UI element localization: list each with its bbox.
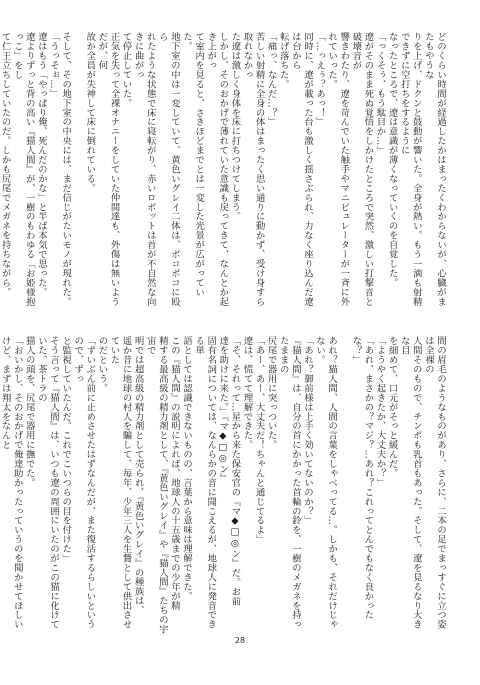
- text-line: れたような状態で床に寝転がり、赤いロボットは首が不自然な向きに曲がっ: [132, 32, 156, 307]
- text-line: 地下室の中は一変していて、黄色いグレイ二体は、ボコボコに殴ら: [156, 32, 180, 307]
- text-line: 間の眉毛のようなものがあり、さらに、二本の足でまっすぐに立つ姿は全裸の: [422, 336, 446, 629]
- text-line: て停止していた。: [120, 32, 132, 108]
- text-line: を細めて、口元がそっと緩んだ。: [386, 336, 398, 478]
- text-line: 固有名詞については、なんらかの音に聞こえるが、地球人に発音できる単: [193, 336, 217, 629]
- text-line: 苦しい射精に全身の体はまったく思い通りに動かず、受け身すら取れなかっ: [241, 32, 265, 307]
- text-line: なったところで、遼は意識が薄くなっていくのを自覚した。: [386, 32, 398, 288]
- text-line: 「あれ、まさかの？マジ？…あれ？これってとんでもなく良かったな？」: [350, 336, 374, 620]
- text-line: 遼は、慌てて理解できた。: [241, 336, 253, 450]
- text-line: 「あれ？御前様は上手く効いてないのか？」: [301, 336, 313, 525]
- lower-text-block: [0, 336, 446, 636]
- text-line: 「ようやく起きたか、大丈夫か？」: [374, 336, 386, 488]
- text-line: あれ？猫人間、人間の言葉をしゃべってる…。しかも、それだけじゃない。: [314, 336, 338, 629]
- text-line: 猫人の頭を、尻尾で器用に撫でた。: [23, 336, 35, 488]
- text-line: 遥か昔に地球の村人を騙して、毎年、少年三人を生贄として供出させていた: [108, 336, 132, 629]
- text-line: 「痛っ、なんだ…？」: [265, 32, 277, 127]
- text-line: [337, 336, 349, 636]
- text-line: 尻尾で器用に突っついた。: [265, 336, 277, 450]
- text-line: しかし、そのおかげで薄れていた意識も戻ってきて、なんとか起き上がっ: [205, 32, 229, 307]
- text-line: 正気を失って全裸オナニーをしていた仲間達も、外傷は無いようだが、何: [96, 32, 120, 307]
- text-line: て仁王立ちしていたのだ。しかも尻尾でメガネを持ちながら。: [0, 32, 11, 297]
- text-line: 遼がそのまま死ぬ覚悟をしかけたところで突然、激しい打撃音と破壊音が: [350, 32, 374, 307]
- text-line: 「うっそぉ…」: [48, 32, 59, 99]
- text-line: 転げ落ちた。: [277, 32, 289, 89]
- text-line: どのくらい時間が経過したかはまったくわからないが、心臓がまたもやうな: [422, 32, 446, 307]
- text-line: 『猫人間』は、自分の首にかかった首輪の鈴を、一樹のメガネを持ったままの: [277, 336, 301, 629]
- text-line: 遼よりずっと背の高い『猫人間』が、一樹のもわゆる「お姫様抱っこ」をし: [11, 32, 35, 307]
- text-line: 響きわたり、遼を苛んでいた触手やマニピュレーターが一斉に外れていった。: [326, 32, 350, 307]
- text-line: た遼は激しく身体を床に打ちつけてしまう。: [229, 32, 241, 221]
- text-line: りを上げ、ドクンと鼓動が響いた。全身が熱い。もう一滴も射精できずに空打ちをするように: [398, 32, 422, 307]
- text-line: 精する最高級の精力剤として、『黄色いグレイ』や『猫人間』たちの宇宙で: [144, 336, 168, 634]
- text-line: て室内を見ると、さきほどまでとは一変した光景が広がっていた。: [181, 32, 205, 297]
- text-line: 「…っえぅ？あっ！」: [314, 32, 326, 127]
- text-line: のだという。: [96, 336, 108, 393]
- text-line: 「そ、それって…星から来た保安官の『マ◆□◎ン』だ。お前: [229, 336, 241, 606]
- text-line: 達を助けに来た。」『マ◆□◎ン』: [217, 336, 229, 483]
- text-line: と監視していたんだ。これでこいつらの目を付けた」: [60, 336, 72, 563]
- text-line: そして、その地下室の中央には、まだ信じがたいモノが現れた。: [60, 32, 72, 307]
- text-line: そう言って『猫人間』は、いつも遼の周囲にいたのがこの猫に化けていた、茶トラの: [35, 336, 59, 629]
- text-line: 人間そのもので、チンポも乳首もあった。そして、遼を見るなり大きな目: [398, 336, 422, 629]
- upper-text-block: [0, 32, 446, 310]
- text-line: 明では超高級の精力剤として売られ、『黄色いグレイ』の種族は、: [132, 336, 144, 615]
- text-line: 「あー、あー、大丈夫だ！ちゃんと通じてるよ」: [253, 336, 265, 544]
- text-line: 故か全員が失神して床に倒れている。: [84, 32, 96, 193]
- text-line: 同時に、遼が載った台も激しく揺さぶられ、力なく座り込んだ遼は台から: [289, 32, 313, 307]
- text-line: 「ずいぶん前に止めさせたはずなんだが、また復活するらしいというので、ずっ: [72, 336, 96, 629]
- text-line: 「おいかし、そのおかげで俺達助かったっていうのを聞かせてほしいけど、まずは翔太をなんと: [0, 336, 23, 629]
- text-line: 「っくそぅ、もう駄目か…」: [374, 32, 386, 155]
- text-line: この『猫人間』の説明によれば、地球人の十五歳までの少年が精: [168, 336, 180, 611]
- page-number: 28: [234, 636, 246, 645]
- text-line: [71, 32, 83, 310]
- text-line: 語としては認識できないものの、言葉から意味は理解できた。: [181, 336, 193, 601]
- text-line: 遼はもう「やっぱり俺、死んだのかな」と半ば本気で思った。: [35, 32, 47, 297]
